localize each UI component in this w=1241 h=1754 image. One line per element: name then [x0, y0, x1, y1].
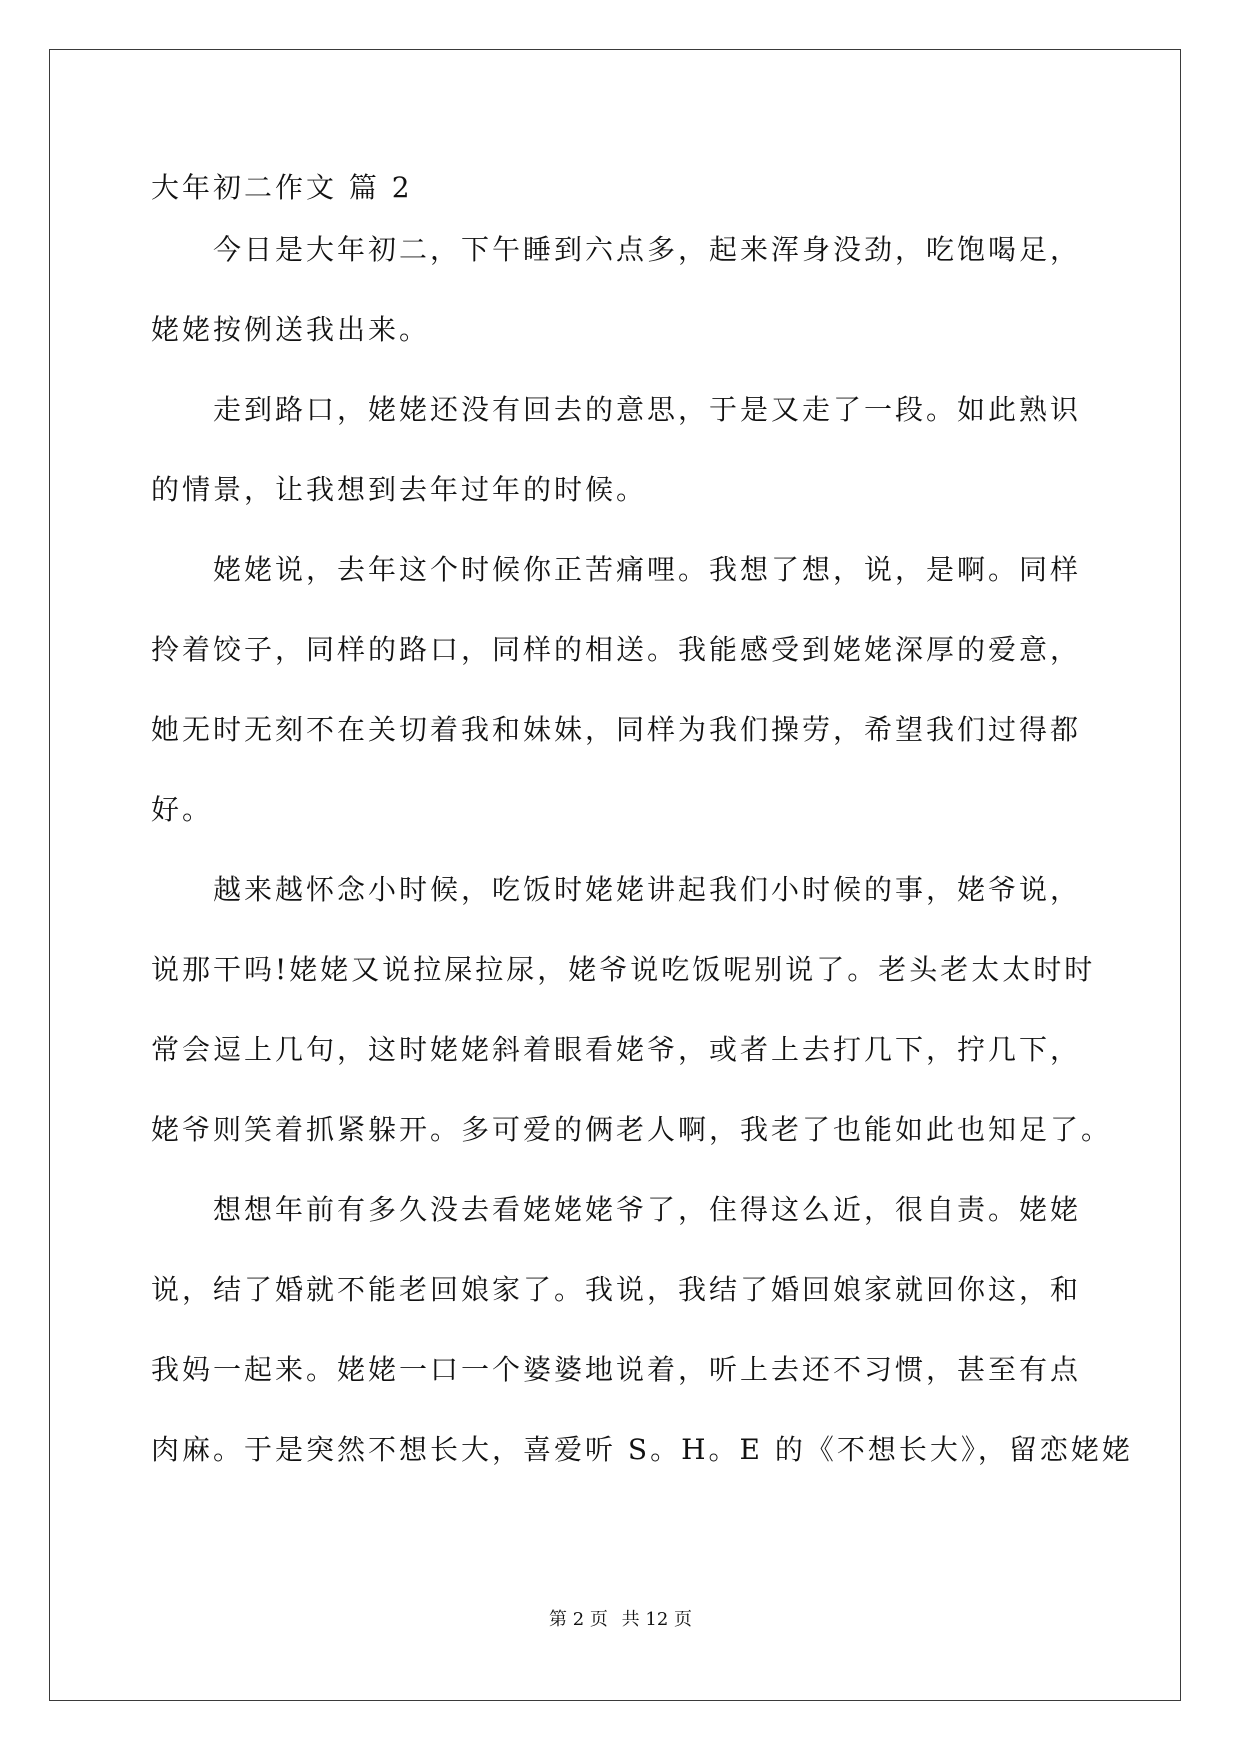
text-line: 好。 — [151, 793, 214, 826]
text-line: 说，结了婚就不能老回娘家了。我说，我结了婚回娘家就回你这，和 — [151, 1273, 1082, 1306]
document-body — [151, 230, 1133, 1510]
text-line: 今日是大年初二，下午睡到六点多，起来浑身没劲，吃饱喝足， — [213, 233, 1082, 266]
page-number: 第 2 页 — [549, 1609, 608, 1630]
text-line: 肉麻。于是突然不想长大，喜爱听 S。H。E 的《不想长大》，留恋姥姥 — [151, 1433, 1133, 1466]
text-line: 我妈一起来。姥姥一口一个婆婆地说着，听上去还不习惯，甚至有点 — [151, 1353, 1082, 1386]
page-total: 共 12 页 — [621, 1609, 692, 1630]
text-line: 她无时无刻不在关切着我和妹妹，同样为我们操劳，希望我们过得都 — [151, 713, 1082, 746]
page-footer — [0, 1608, 1241, 1632]
text-line: 的情景，让我想到去年过年的时候。 — [151, 473, 648, 506]
document-title: 大年初二作文 篇 2 — [151, 171, 413, 204]
text-line: 越来越怀念小时候，吃饭时姥姥讲起我们小时候的事，姥爷说， — [213, 873, 1082, 906]
text-line: 姥姥按例送我出来。 — [151, 313, 431, 346]
text-line: 想想年前有多久没去看姥姥姥爷了，住得这么近，很自责。姥姥 — [213, 1193, 1082, 1226]
text-line: 拎着饺子，同样的路口，同样的相送。我能感受到姥姥深厚的爱意， — [151, 633, 1082, 666]
text-line: 姥姥说，去年这个时候你正苦痛哩。我想了想，说，是啊。同样 — [213, 553, 1082, 586]
text-line: 常会逗上几句，这时姥姥斜着眼看姥爷，或者上去打几下，拧几下， — [151, 1033, 1082, 1066]
text-line: 说那干吗!姥姥又说拉屎拉尿，姥爷说吃饭呢别说了。老头老太太时时 — [151, 953, 1096, 986]
text-line: 姥爷则笑着抓紧躲开。多可爱的俩老人啊，我老了也能如此也知足了。 — [151, 1113, 1113, 1146]
text-line: 走到路口，姥姥还没有回去的意思，于是又走了一段。如此熟识 — [213, 393, 1082, 426]
